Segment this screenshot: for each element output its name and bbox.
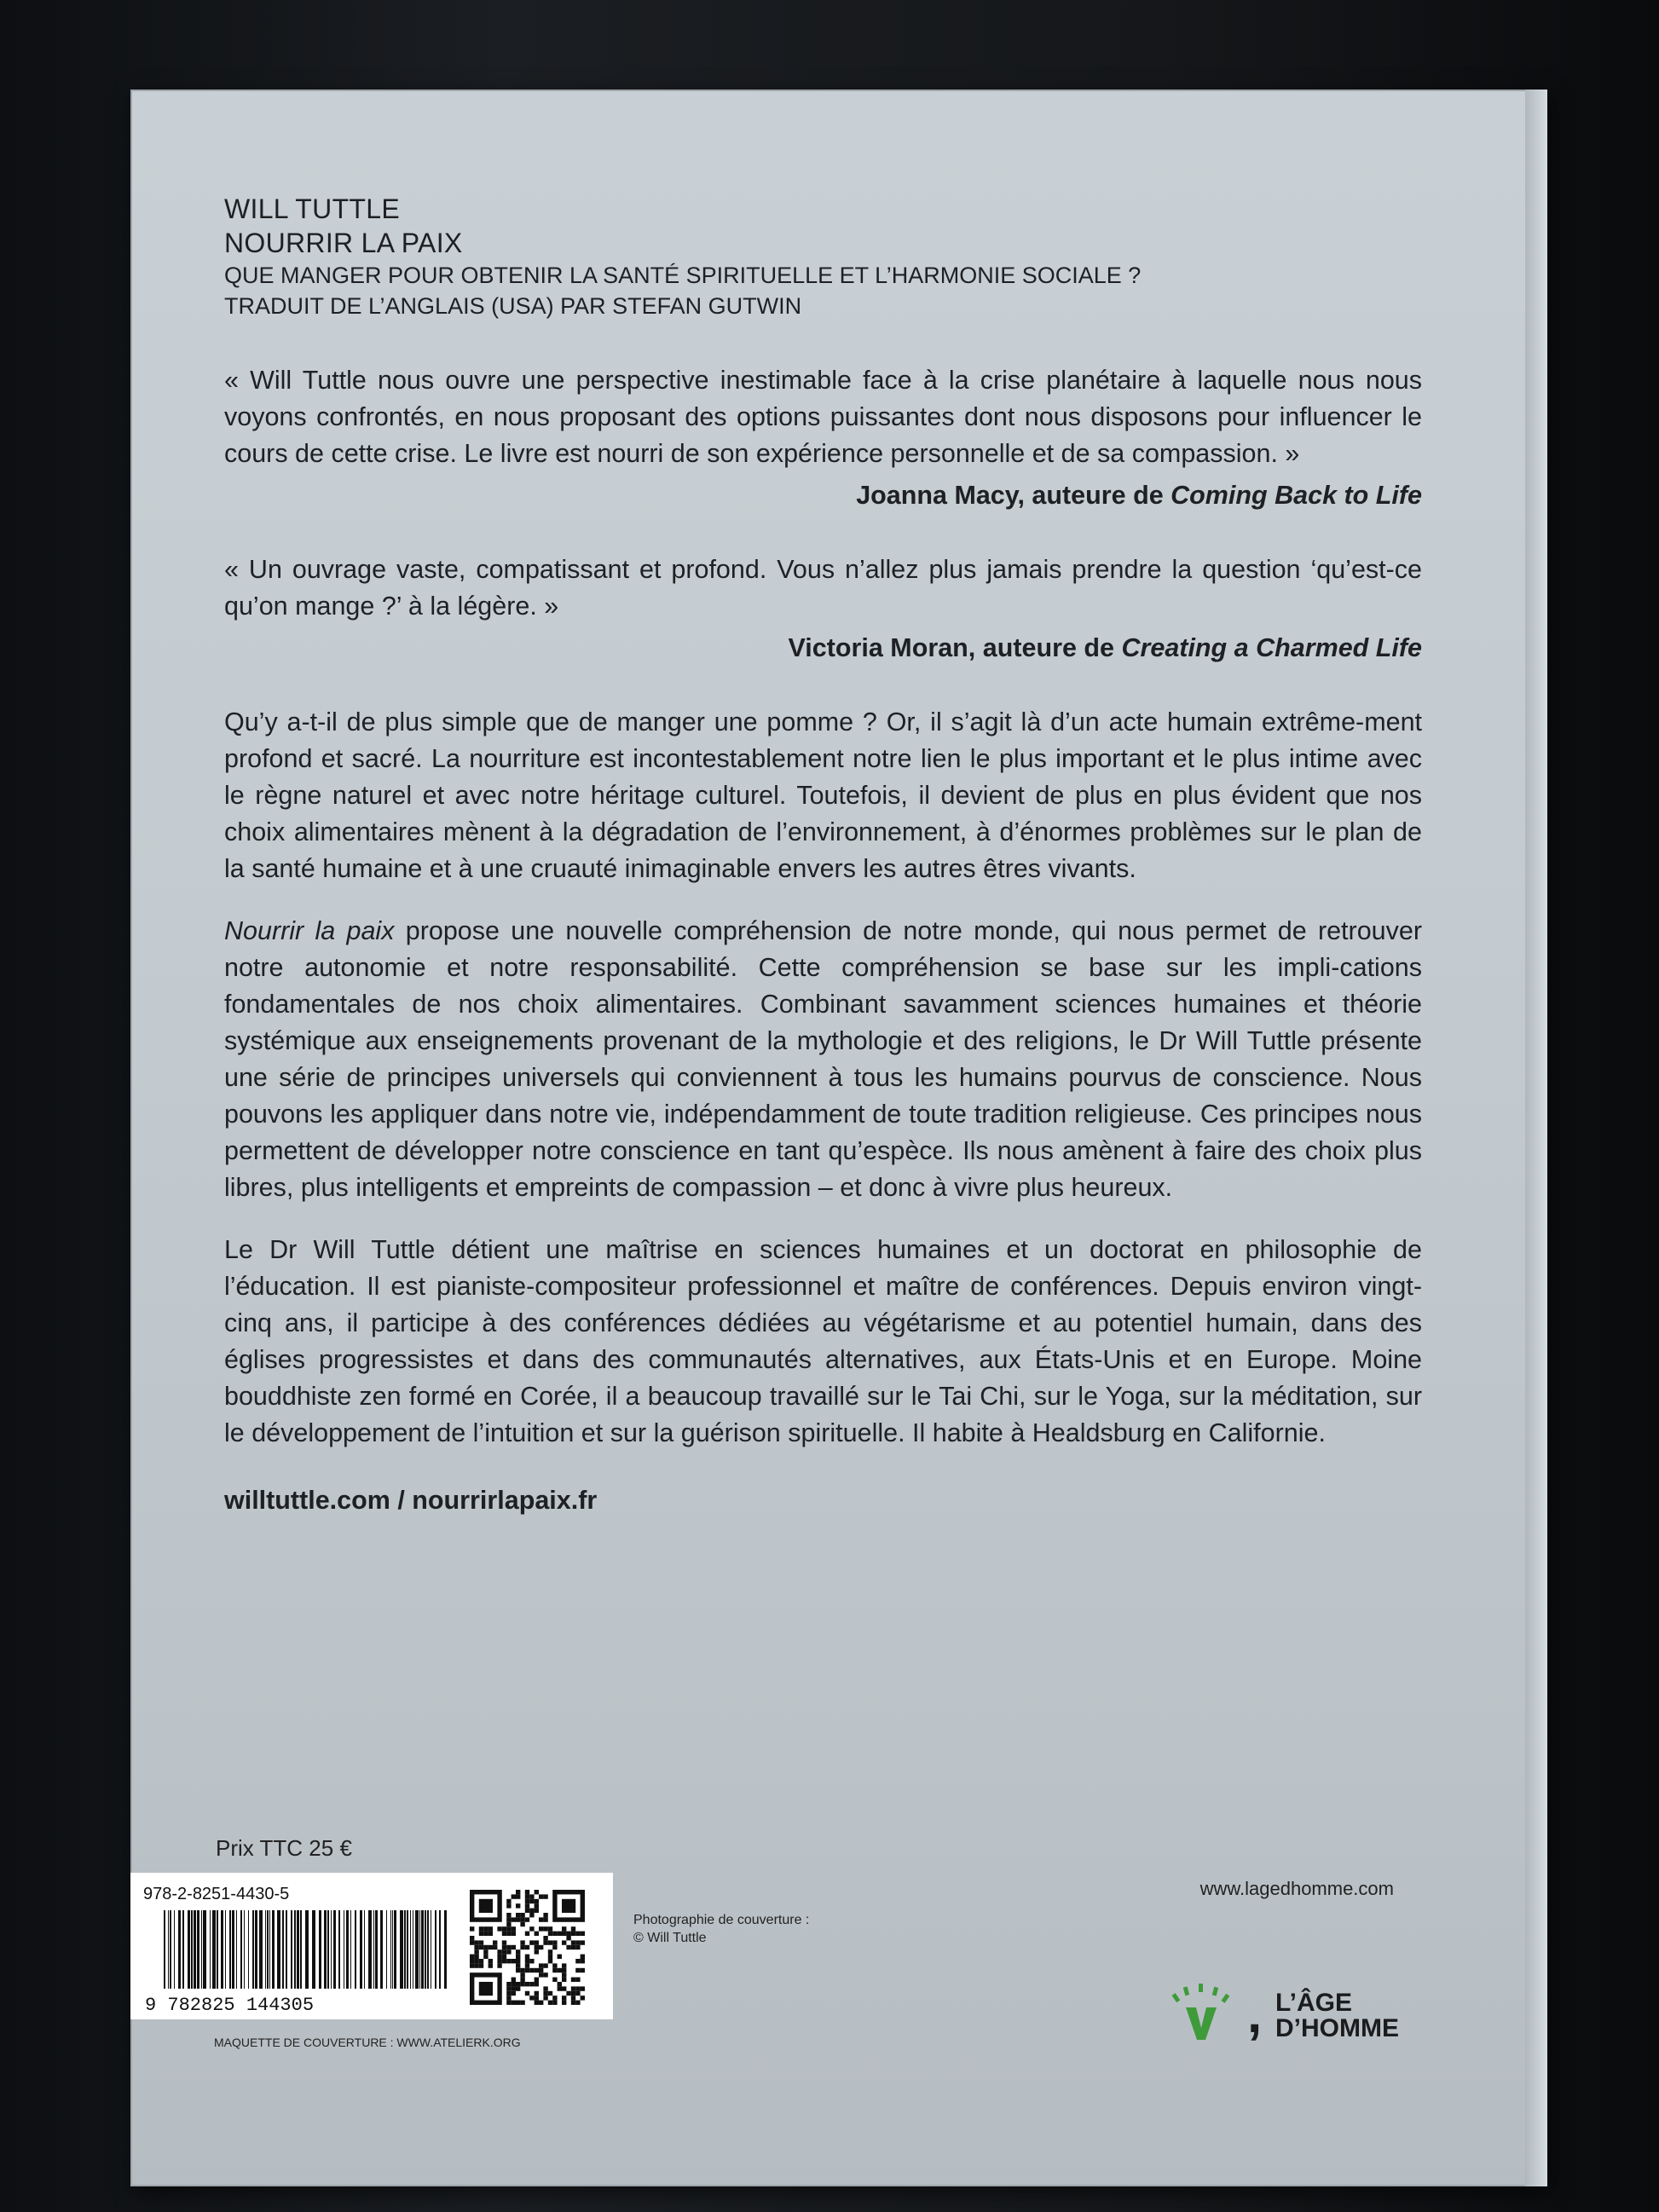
barcode-sticker: [130, 1873, 613, 2019]
body-paragraph-2: Nourrir la paix propose une nouvelle compréhension de notre monde, qui nous permet de retrouver notre autonomie et notre responsabilité. Cette compréhension se base sur les impli-cations fondamentales de nos choix alimentaires. Combinant savamment sciences humaines et théorie systémique aux enseignements provenant de la mythologie et des religions, le Dr Will Tuttle présente une série de principes universels qui conviennent à tous les humains pourvus de conscience. Nous pouvons les appliquer dans notre vie, indépendamment de toute tradition religieuse. Ces principes nous permettent de développer notre conscience en tant qu’espèce. Ils nous amènent à faire des choix plus libres, plus intelligents et empreints de compassion – et donc à vivre plus heureux.: [224, 916, 1422, 1202]
quote-2-attribution: Victoria Moran, auteure de Creating a Charmed Life: [788, 633, 1422, 662]
quote-1-attribution: Joanna Macy, auteure de Coming Back to Life: [856, 481, 1422, 510]
body-paragraph-1: Qu’y a-t-il de plus simple que de manger une pomme ? Or, il s’agit là d’un acte humain extrême-ment profond et sacré. La nourriture est incontestablement notre lien le plus important et le plus intime avec le règne naturel et avec notre héritage culturel. Toutefois, il devient de plus en plus évident que nos choix alimentaires mènent à la dégradation de l’environnement, à d’énormes problèmes sur le plan de la santé humaine et à une cruauté inimaginable envers les autres êtres vivants.: [224, 707, 1422, 883]
cover-text: [224, 192, 1422, 1516]
publisher-website: www.lagedhomme.com: [1199, 1878, 1394, 1899]
author-websites: willtuttle.com / nourrirlapaix.fr: [224, 1486, 598, 1515]
quote-1-text: « Will Tuttle nous ouvre une perspective inestimable face à la crise planétaire à laquelle nous nous voyons confrontés, en nous proposant des options puissantes dont nous disposons pour influencer le cours de cette crise. Le livre est nourri de son expérience personnelle et de sa compassion. »: [224, 366, 1422, 468]
vegetarian-v-logo-icon: [1167, 1984, 1235, 2043]
book-back-cover: WILL TUTTLE NOURRIR LA PAIX QUE MANGER POUR OBTENIR LA SANTÉ SPIRITUELLE ET L’HARMONIE SOCIALE ? TRADUIT DE L’ANGLAIS (USA) PAR STEFAN GUTWIN « Will Tuttle nous ouvre une perspective inestimable face à la crise planétaire à laquelle nous nous voyons confrontés, en nous proposant des options puissantes dont nous disposons pour influencer le cours de cette crise. Le livre est nourri de son expérience personnelle et de sa compassion. » Joanna Macy, auteure de Coming Back to Life « Un ouvrage vaste, compatissant et profond. Vous n’allez plus jamais prendre la question ‘qu’est-ce qu’on mange ?’ à la légère. » Victoria Moran, auteure de Creating a Charmed Life Qu’y a-t-il de plus simple que de manger une pomme ? Or, il s’agit là d’un acte humain extrême-ment profond et sacré. La nourriture est incontestablement notre lien le plus important et le plus intime avec le règne naturel et avec notre héritage culturel. Toutefois, il devient de plus en plus évident que nos choix alimentaires mènent à la dégradation de l’environnement, à d’énormes problèmes sur le plan de la santé humaine et à une cruauté inimaginable envers les autres êtres vivants. Nourrir la paix propose une nouvelle compréhension de notre monde, qui nous permet de retrouver notre autonomie et notre responsabilité. Cette compréhension se base sur les impli-cations fondamentales de nos choix alimentaires. Combinant savamment sciences humaines et théorie systémique aux enseignements provenant de la mythologie et des religions, le Dr Will Tuttle présente une série de principes universels qui conviennent à tous les humains pourvus de conscience. Nous pouvons les appliquer dans notre vie, indépendamment de toute tradition religieuse. Ces principes nous permettent de développer notre conscience en tant qu’espèce. Ils nous amènent à faire des choix plus libres, plus intelligents et empreints de compassion – et donc à vivre plus heureux. Le Dr Will Tuttle détient une maîtrise en sciences humaines et un doctorat en philosophie de l’éducation. Il est pianiste-compositeur professionnel et maître de conférences. Depuis environ vingt-cinq ans, il participe à des conférences dédiées au végétarisme et au potentiel humain, dans des églises progressistes et dans des communautés alternatives, aux États-Unis et en Europe. Moine bouddhiste zen formé en Corée, il a beaucoup travaillé sur le Tai Chi, sur le Yoga, sur la méditation, sur le développement de l’intuition et sur la guérison spirituelle. Il habite à Healdsburg en Californie. willtuttle.com / nourrirlapaix.fr Prix TTC 25 € 978-2-8251-4430-5 9 782825 144305 Photographie de couverture : © Will Tuttle MAQUETTE DE COUVERTURE : WWW.ATELIERK.ORG www.lagedhomme.com , L’ÂGE D’HOMME: [130, 90, 1547, 2186]
quote-2-text: « Un ouvrage vaste, compatissant et profond. Vous n’allez plus jamais prendre la question ‘qu’est-ce qu’on mange ?’ à la légère. »: [224, 555, 1422, 621]
translator-line: TRADUIT DE L’ANGLAIS (USA) PAR STEFAN GUTWIN: [224, 293, 802, 319]
barcode-icon: [143, 1910, 454, 2013]
price-label: Prix TTC 25 €: [216, 1835, 352, 1861]
body-paragraph-3: Le Dr Will Tuttle détient une maîtrise en sciences humaines et un doctorat en philosophie de l’éducation. Il est pianiste-compositeur professionnel et maître de conférences. Depuis environ vingt-cinq ans, il participe à des conférences dédiées au végétarisme et au potentiel humain, dans des églises progressistes et dans des communautés alternatives, aux États-Unis et en Europe. Moine bouddhiste zen formé en Corée, il a beaucoup travaillé sur le Tai Chi, sur le Yoga, sur la méditation, sur le développement de l’intuition et sur la guérison spirituelle. Il habite à Healdsburg en Californie.: [224, 1235, 1422, 1447]
isbn-number: 978-2-8251-4430-5: [143, 1885, 290, 1903]
photo-credit: Photographie de couverture : © Will Tuttle: [633, 1913, 810, 1945]
cover-design-credit: MAQUETTE DE COUVERTURE : WWW.ATELIERK.ORG: [214, 2036, 521, 2049]
cover-edge: [1525, 90, 1547, 2186]
qr-code-icon: [470, 1890, 585, 2005]
author-name: WILL TUTTLE: [224, 193, 401, 224]
barcode-digits: 9 782825 144305: [145, 1995, 315, 2013]
book-title: NOURRIR LA PAIX: [224, 228, 463, 258]
book-subtitle: QUE MANGER POUR OBTENIR LA SANTÉ SPIRITUELLE ET L’HARMONIE SOCIALE ?: [224, 263, 1142, 288]
